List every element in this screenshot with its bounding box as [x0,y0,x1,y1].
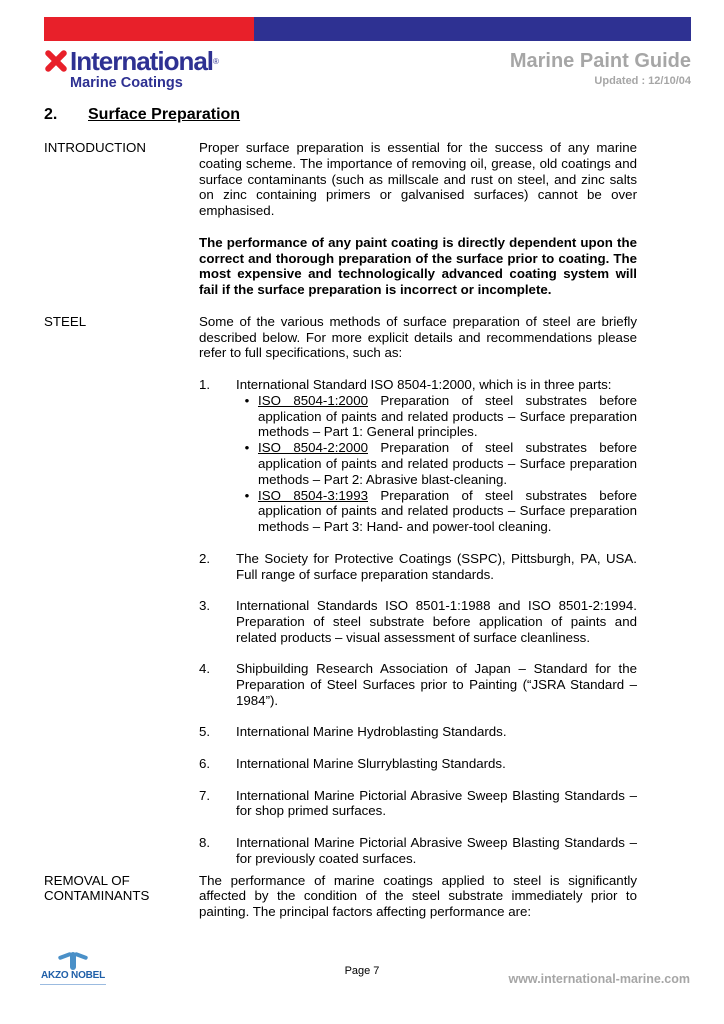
list-item [199,598,637,645]
list-item [199,835,637,867]
list-number: 3. [199,598,211,614]
removal-label-line2: CONTAMINANTS [44,888,150,904]
list-number: 5. [199,724,211,740]
list-number: 6. [199,756,211,772]
bullet-item [236,393,637,440]
bullet-icon: • [244,392,250,408]
akzo-nobel-underline [40,984,106,985]
list-item [199,551,637,583]
header-bar-blue [254,17,691,41]
updated-date: Updated : 12/10/04 [594,75,691,87]
introduction-paragraph: Proper surface preparation is essential for the success of any marine coating scheme. The importance of removing oil, grease, old coatings and surface contaminants (such as millscale and rust on steel, and zinc salts on zinc containing primers or galvanised surfaces) cannot be over emphasised. [199,140,637,219]
brand-reg-mark: ® [213,56,219,66]
guide-title-block [510,50,691,87]
iso-reference-link[interactable]: ISO 8504-2:2000 [258,440,368,456]
bullet-icon: • [244,440,250,456]
list-item [199,724,637,740]
removal-label-line1: REMOVAL OF [44,872,130,888]
iso-reference-link[interactable]: ISO 8504-1:2000 [258,392,368,408]
iso-reference-link[interactable]: ISO 8504-3:1993 [258,487,368,503]
section-number: 2. [44,106,58,123]
list-number: 2. [199,550,211,566]
list-item [199,788,637,820]
brand-subtitle: Marine Coatings [70,75,183,91]
section-heading [44,106,240,124]
list-item [199,756,637,772]
international-logo [44,48,219,91]
steel-block [44,314,637,873]
list-item [199,377,637,535]
bullet-text: Preparation of steel substrates before application of paints and related products – Surface preparation methods – Part 2: Abrasive blast-cleaning. [258,440,638,487]
x-logo-icon [44,49,68,73]
steel-intro: Some of the various methods of surface preparation of steel are briefly described below. For more explicit details and recommendations please refer to full specifications, such as: [199,313,637,361]
iso-parts-list [236,393,637,535]
standards-list [199,377,637,867]
website-link[interactable]: www.international-marine.com [508,972,690,986]
page-number: Page 7 [344,965,380,977]
brand-name: International [70,46,214,76]
list-item-text: International Marine Hydroblasting Standards. [236,724,507,740]
bullet-item [236,488,637,535]
bullet-item [236,440,637,487]
removal-block [44,873,637,936]
list-item-text: Shipbuilding Research Association of Japan – Standard for the Preparation of Steel Surfaces prior to Painting (“JSRA Standard – 1984”). [236,661,637,708]
introduction-block [44,140,637,314]
bullet-icon: • [244,487,250,503]
list-number: 7. [199,787,211,803]
bullet-text: Preparation of steel substrates before application of paints and related products – Surface preparation methods – Part 3: Hand- and power-tool cleaning. [258,487,638,535]
list-item-text: International Standards ISO 8501-1:1988 and ISO 8501-2:1994. Preparation of steel substrate before application of paints and related products – visual assessment of surface cleanliness. [236,598,637,645]
list-item-text: International Marine Pictorial Abrasive Sweep Blasting Standards – for previously coated surfaces. [236,835,637,866]
header-color-bar [44,17,691,41]
introduction-label: INTRODUCTION [44,140,146,155]
removal-paragraph: The performance of marine coatings applied to steel is significantly affected by the condition of the steel substrate immediately prior to painting. The principal factors affecting performance are: [199,872,637,920]
document-body [44,140,637,936]
list-item-text: International Marine Slurryblasting Standards. [236,756,506,772]
list-number: 1. [199,376,211,392]
list-item-text: International Standard ISO 8504-1:2000, which is in three parts: [236,376,612,392]
header-bar-red [44,17,254,41]
list-number: 8. [199,835,211,851]
akzo-nobel-name: AKZO NOBEL [40,970,106,981]
introduction-bold-paragraph: The performance of any paint coating is directly dependent upon the correct and thorough preparation of the surface prior to coating. The most expensive and technologically advanced coating system will fail if the surface preparation is incorrect or incomplete. [199,234,637,298]
list-item-text: International Marine Pictorial Abrasive Sweep Blasting Standards – for shop primed surfaces. [236,787,637,819]
list-number: 4. [199,661,211,677]
removal-label [44,873,199,936]
steel-label: STEEL [44,313,87,329]
bullet-text: Preparation of steel substrates before application of paints and related products – Surface preparation methods – Part 1: General principles. [258,392,638,440]
guide-title: Marine Paint Guide [509,50,691,72]
list-item-text: The Society for Protective Coatings (SSPC), Pittsburgh, PA, USA. Full range of surface preparation standards. [236,550,637,582]
section-title: Surface Preparation [88,106,241,123]
list-item [199,661,637,708]
